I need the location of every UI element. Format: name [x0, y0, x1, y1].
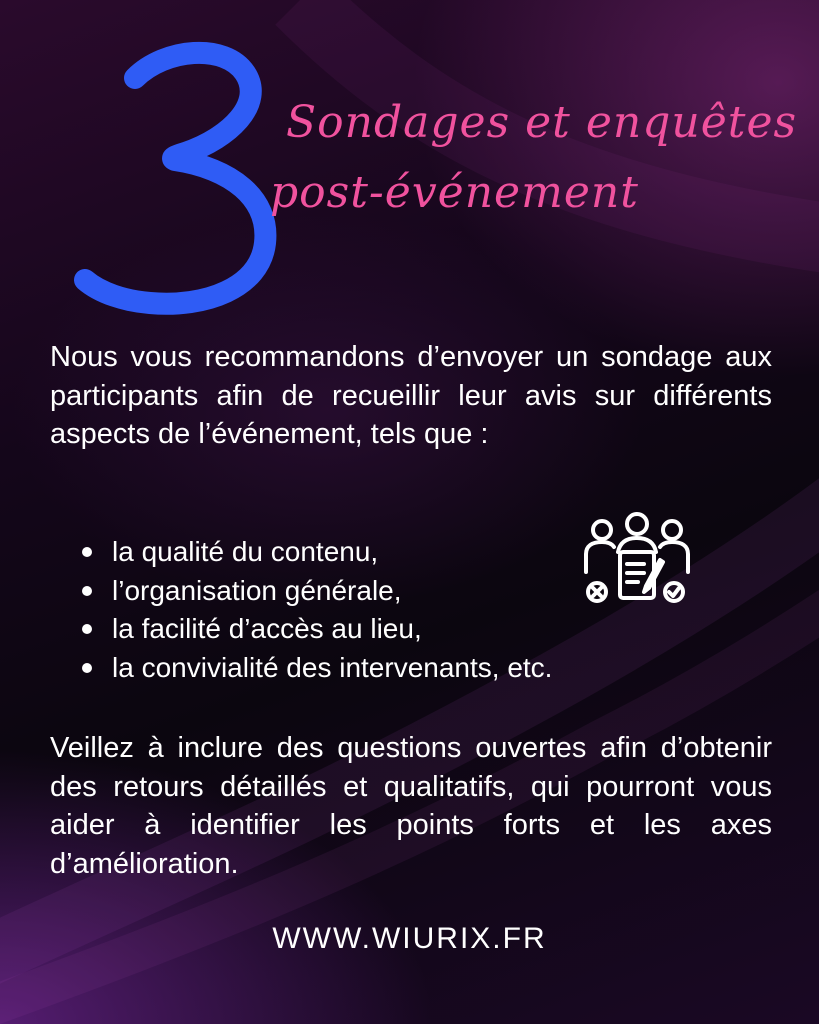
title-line-2: post-événement [270, 167, 639, 218]
list-item-label: la convivialité des intervenants, etc. [112, 651, 553, 683]
list-item [78, 649, 698, 688]
step-number-three [55, 18, 285, 318]
list-item-label: l’organisation générale, [112, 574, 402, 606]
list-item [78, 610, 698, 649]
bullet-dot [82, 663, 92, 673]
list-item-label: la facilité d’accès au lieu, [112, 613, 422, 644]
group-survey-icon [582, 512, 692, 608]
list-item-label: la qualité du contenu, [112, 536, 379, 567]
outro-paragraph: Veillez à inclure des questions ouvertes afin d’obtenir des retours détaillés et qualitatifs, qui pourront vous aider à identifier les points forts et les axes d’amélioration. [50, 732, 772, 880]
website-link[interactable]: WWW.WIURIX.FR [272, 922, 547, 955]
bullet-dot [82, 586, 92, 596]
bullet-dot [82, 624, 92, 634]
title-line-1: Sondages et enquêtes [286, 97, 798, 148]
section-title [270, 88, 798, 228]
number-three-graphic [55, 18, 285, 318]
intro-paragraph: Nous vous recommandons d’envoyer un sondage aux participants afin de recueillir leur avis sur différents aspects de l’événement, tels que : [50, 341, 772, 450]
bullet-dot [82, 547, 92, 557]
